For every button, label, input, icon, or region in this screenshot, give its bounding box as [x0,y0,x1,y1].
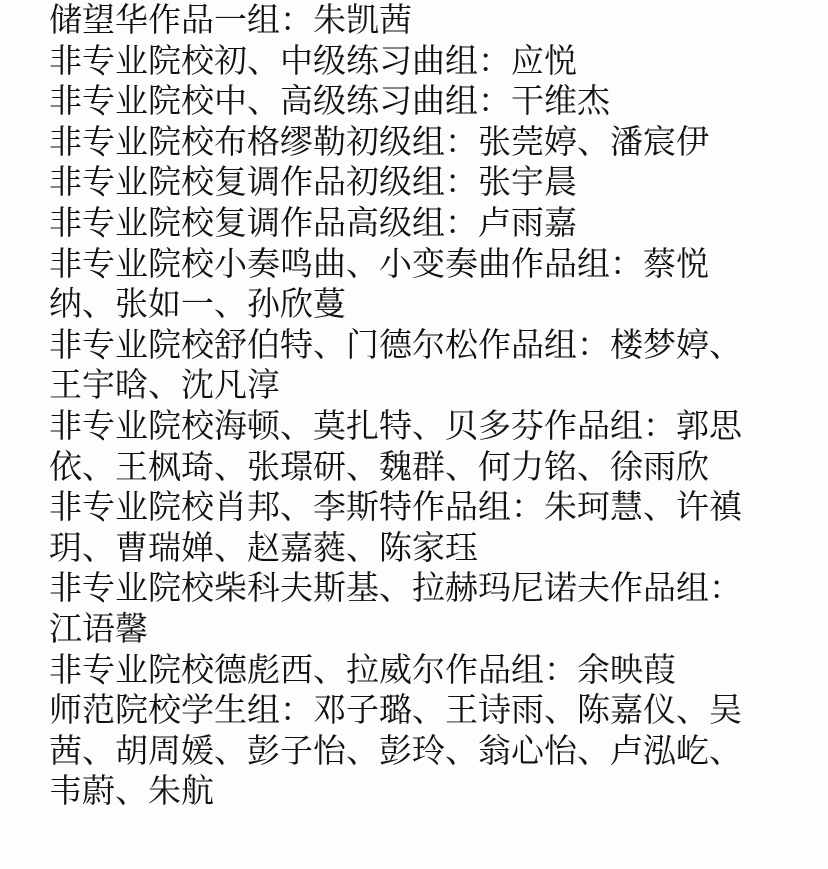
list-item: 非专业院校海顿、莫扎特、贝多芬作品组：郭思依、王枫琦、张璟研、魏群、何力铭、徐雨欣 [49,405,742,486]
list-item: 储望华作品一组：朱凯茜 [49,0,412,39]
list-item: 非专业院校复调作品高级组：卢雨嘉 [49,202,577,242]
list-item: 非专业院校小奏鸣曲、小变奏曲作品组：蔡悦纳、张如一、孙欣蔓 [49,243,709,324]
list-item: 非专业院校肖邦、李斯特作品组：朱珂慧、许禛玥、曹瑞婵、赵嘉蕤、陈家珏 [49,487,742,567]
list-item: 非专业院校中、高级练习曲组：干维杰 [49,81,610,121]
list-item: 非专业院校舒伯特、门德尔松作品组：楼梦婷、王宇晗、沈凡淳 [49,324,742,405]
list-item: 非专业院校德彪西、拉威尔作品组：余映葭 [49,649,676,689]
list-item: 非专业院校初、中级练习曲组：应悦 [49,40,577,80]
award-list [49,0,769,812]
list-item: 非专业院校复调作品初级组：张宇晨 [49,162,577,202]
list-item: 非专业院校柴科夫斯基、拉赫玛尼诺夫作品组：江语馨 [49,568,742,648]
list-item: 非专业院校布格缪勒初级组：张莞婷、潘宸伊 [49,121,709,161]
list-item: 师范院校学生组：邓子璐、王诗雨、陈嘉仪、吴茜、胡周媛、彭子怡、彭玲、翁心怡、卢泓屹、韦蔚、朱航 [49,690,742,811]
